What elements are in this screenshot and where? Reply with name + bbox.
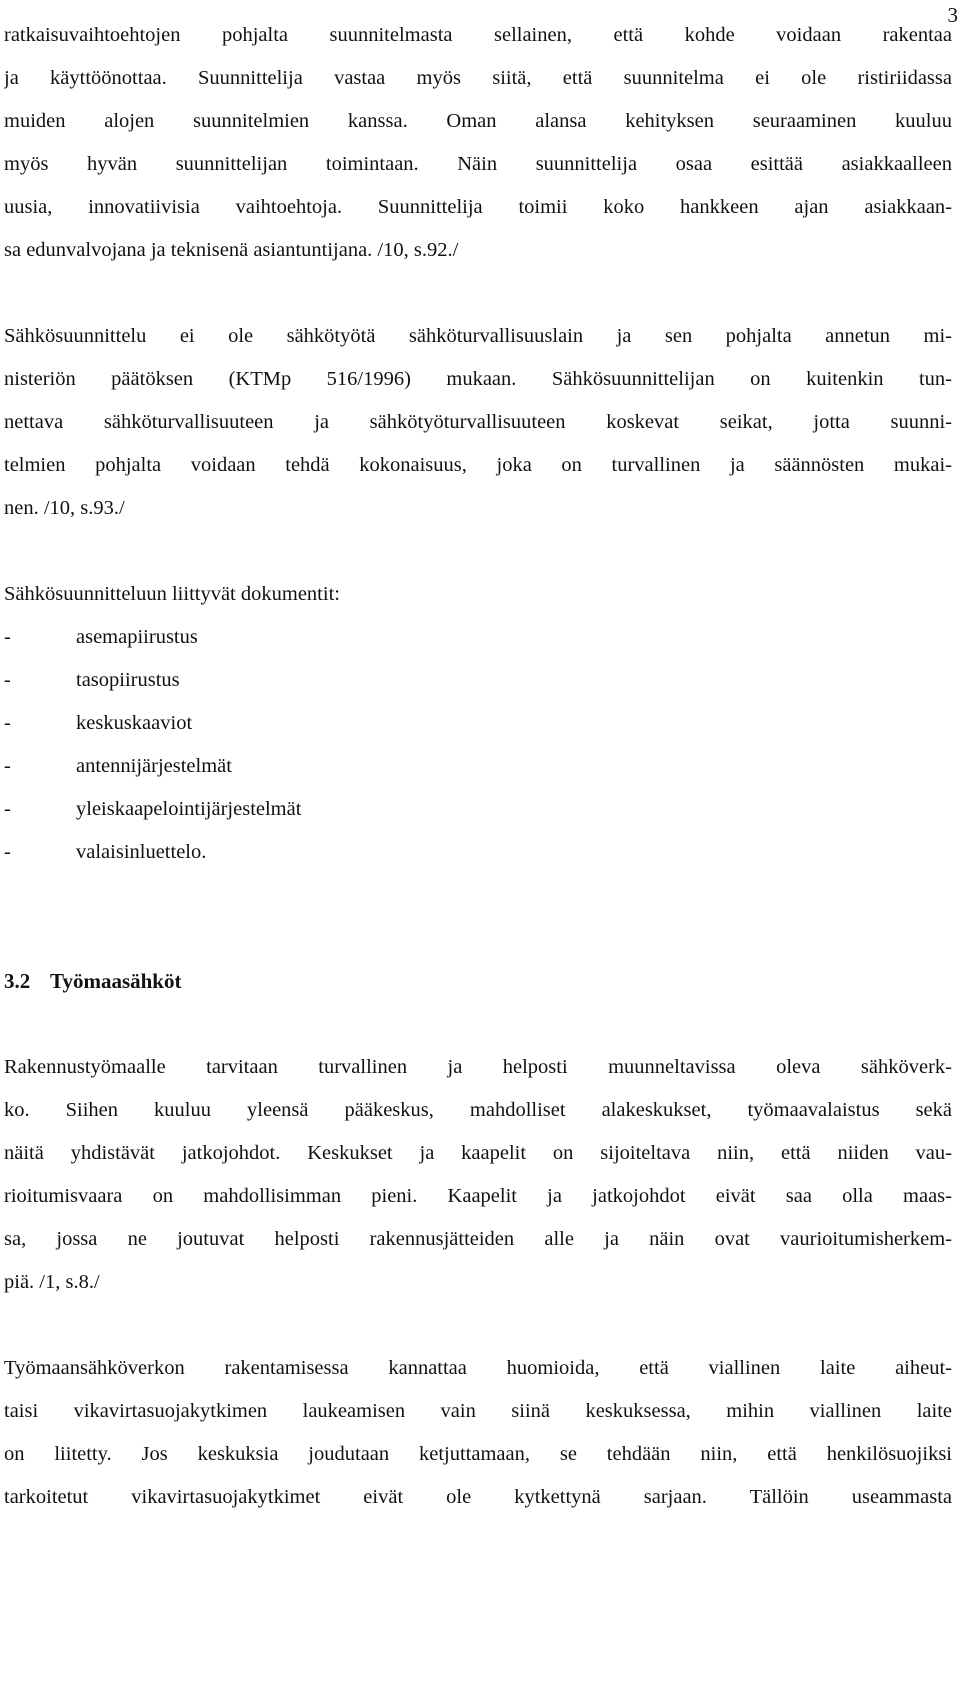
paragraph-1 (4, 14, 952, 272)
paragraph-4 (4, 1046, 952, 1304)
list-item (4, 659, 952, 702)
list-item-text: valaisinluettelo. (76, 841, 207, 863)
paragraph-spacer (4, 1003, 952, 1046)
list-item-text: antennijärjestelmät (76, 755, 232, 777)
text-line: Työmaansähköverkon rakentamisessa kannattaa huomioida, että viallinen laite aiheut- (4, 1357, 952, 1379)
text-line: sa, jossa ne joutuvat helposti rakennusjätteiden alle ja näin ovat vaurioitumisherkem- (4, 1228, 952, 1250)
list-bullet: - (4, 798, 11, 820)
text-line: Rakennustyömaalle tarvitaan turvallinen ja helposti muunneltavissa oleva sähköverk- (4, 1056, 952, 1078)
list-item (4, 745, 952, 788)
section-number: 3.2 (4, 969, 31, 993)
paragraph-spacer (4, 272, 952, 315)
list-item (4, 788, 952, 831)
list-item (4, 702, 952, 745)
text-line: on liitetty. Jos keskuksia joudutaan ketjuttamaan, se tehdään niin, että henkilösuojiksi (4, 1443, 952, 1465)
text-line: uusia, innovatiivisia vaihtoehtoja. Suunnittelija toimii koko hankkeen ajan asiakkaan- (4, 196, 952, 218)
paragraph-5 (4, 1347, 952, 1519)
text-line: muiden alojen suunnitelmien kanssa. Oman alansa kehityksen seuraaminen kuuluu (4, 110, 952, 132)
text-line: myös hyvän suunnittelijan toimintaan. Näin suunnittelija osaa esittää asiakkaalleen (4, 153, 952, 175)
text-line: nisteriön päätöksen (KTMp 516/1996) mukaan. Sähkösuunnittelijan on kuitenkin tun- (4, 368, 952, 390)
page-number: 3 (947, 3, 958, 27)
text-line: telmien pohjalta voidaan tehdä kokonaisuus, joka on turvallinen ja säännösten mukai- (4, 454, 952, 476)
text-line: ratkaisuvaihtoehtojen pohjalta suunnitelmasta sellainen, että kohde voidaan rakentaa (4, 24, 952, 46)
list-item-text: asemapiirustus (76, 626, 198, 648)
section-title: Työmaasähköt (50, 969, 182, 993)
document-body (4, 14, 952, 1519)
list-item-text: yleiskaapelointijärjestelmät (76, 798, 302, 820)
list-bullet: - (4, 626, 11, 648)
list-bullet: - (4, 755, 11, 777)
list-item-text: tasopiirustus (76, 669, 180, 691)
text-line: nen. /10, s.93./ (4, 497, 125, 519)
text-line: taisi vikavirtasuojakytkimen laukeamisen vain siinä keskuksessa, mihin viallinen laite (4, 1400, 952, 1422)
text-line: rioitumisvaara on mahdollisimman pieni. Kaapelit ja jatkojohdot eivät saa olla maas- (4, 1185, 952, 1207)
paragraph-2 (4, 315, 952, 530)
text-line: ko. Siihen kuuluu yleensä pääkeskus, mahdolliset alakeskukset, työmaavalaistus sekä (4, 1099, 952, 1121)
list-bullet: - (4, 712, 11, 734)
list-intro: Sähkösuunnitteluun liittyvät dokumentit: (4, 583, 340, 605)
paragraph-spacer (4, 1304, 952, 1347)
text-line: tarkoitetut vikavirtasuojakytkimet eivät ole kytkettynä sarjaan. Tällöin useammasta (4, 1486, 952, 1508)
text-line: Sähkösuunnittelu ei ole sähkötyötä sähköturvallisuuslain ja sen pohjalta annetun mi- (4, 325, 952, 347)
text-line: ja käyttöönottaa. Suunnittelija vastaa myös siitä, että suunnitelma ei ole ristiriidassa (4, 67, 952, 89)
text-line: piä. /1, s.8./ (4, 1271, 100, 1293)
list-item (4, 616, 952, 659)
list-item (4, 831, 952, 874)
paragraph-spacer (4, 530, 952, 573)
documents-list-section (4, 573, 952, 874)
list-bullet: - (4, 669, 11, 691)
text-line: näitä yhdistävät jatkojohdot. Keskukset ja kaapelit on sijoiteltava niin, että niiden vau- (4, 1142, 952, 1164)
text-line: sa edunvalvojana ja teknisenä asiantuntijana. /10, s.92./ (4, 239, 459, 261)
list-bullet: - (4, 841, 11, 863)
section-spacer (4, 874, 952, 960)
text-line: nettava sähköturvallisuuteen ja sähkötyöturvallisuuteen koskevat seikat, jotta suunni- (4, 411, 952, 433)
list-item-text: keskuskaaviot (76, 712, 193, 734)
section-heading (4, 960, 952, 1003)
